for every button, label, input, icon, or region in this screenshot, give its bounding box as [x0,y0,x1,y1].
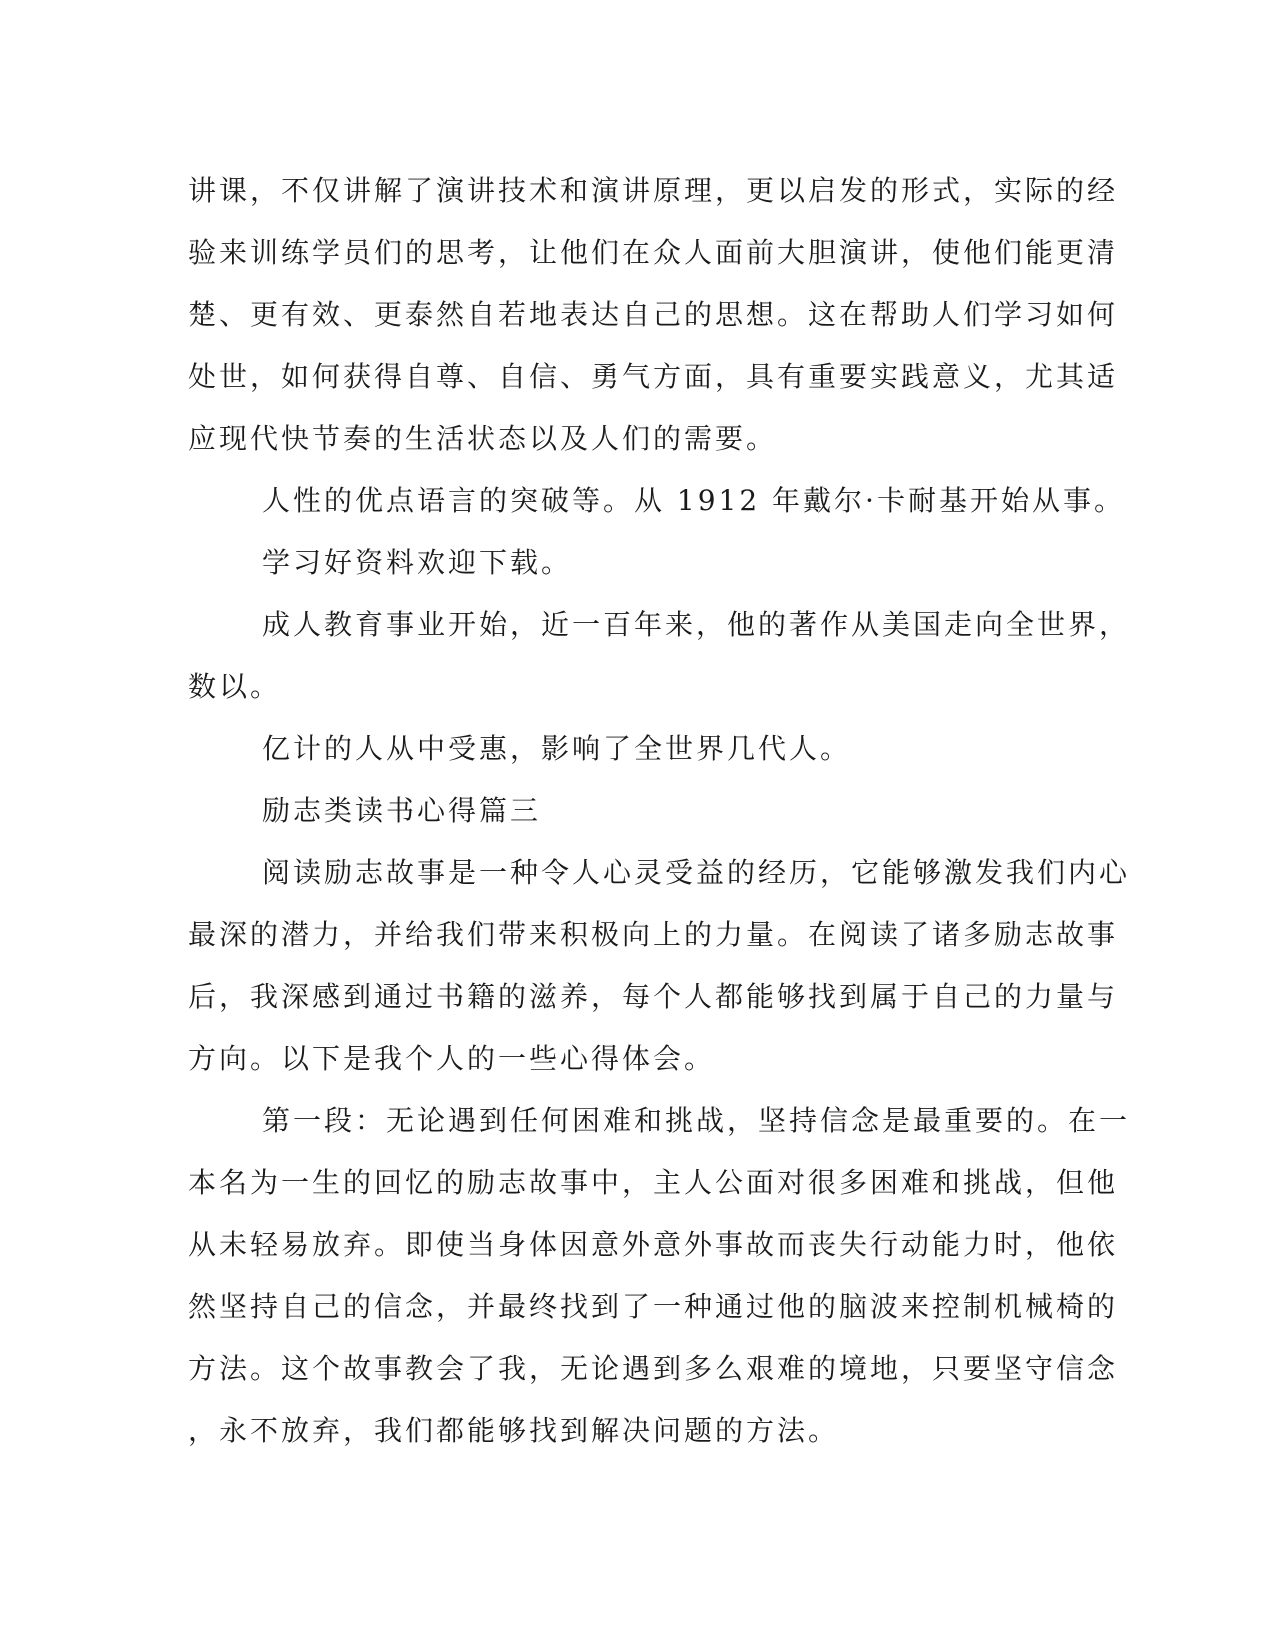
paragraph-line: 亿计的人从中受惠，影响了全世界几代人。 [262,732,852,765]
text-line: 数以。 [188,670,282,703]
text-line: 应现代快节奏的生活状态以及人们的需要。 [188,422,778,455]
text-line: 处世，如何获得自尊、自信、勇气方面，具有重要实践意义，尤其适 [188,360,1119,393]
paragraph-line: 阅读励志故事是一种令人心灵受益的经历，它能够激发我们内心 [262,856,1131,889]
text-line: 讲课，不仅讲解了演讲技术和演讲原理，更以启发的形式，实际的经 [188,174,1119,207]
paragraph-line: 学习好资料欢迎下载。 [262,546,573,579]
text-line: 然坚持自己的信念，并最终找到了一种通过他的脑波来控制机械椅的 [188,1290,1119,1323]
text-line: 方向。以下是我个人的一些心得体会。 [188,1042,716,1075]
text-line: 从未轻易放弃。即使当身体因意外意外事故而丧失行动能力时，他依 [188,1228,1119,1261]
text-line: 最深的潜力，并给我们带来积极向上的力量。在阅读了诸多励志故事 [188,918,1119,951]
text-line: 方法。这个故事教会了我，无论遇到多么艰难的境地，只要坚守信念 [188,1352,1119,1385]
paragraph-line: 成人教育事业开始，近一百年来，他的著作从美国走向全世界， [262,608,1131,641]
text-line: 本名为一生的回忆的励志故事中，主人公面对很多困难和挑战，但他 [188,1166,1119,1199]
paragraph-line: 第一段：无论遇到任何困难和挑战，坚持信念是最重要的。在一 [262,1104,1131,1137]
text-line: 楚、更有效、更泰然自若地表达自己的思想。这在帮助人们学习如何 [188,298,1119,331]
body-text [188,160,1131,1462]
text-line: 验来训练学员们的思考，让他们在众人面前大胆演讲，使他们能更清 [188,236,1119,269]
paragraph-line: 人性的优点语言的突破等。从 1912 年戴尔·卡耐基开始从事。 [262,484,1125,517]
text-line: 后，我深感到通过书籍的滋养，每个人都能够找到属于自己的力量与 [188,980,1119,1013]
section-heading: 励志类读书心得篇三 [262,794,542,827]
text-line: ，永不放弃，我们都能够找到解决问题的方法。 [188,1414,840,1447]
